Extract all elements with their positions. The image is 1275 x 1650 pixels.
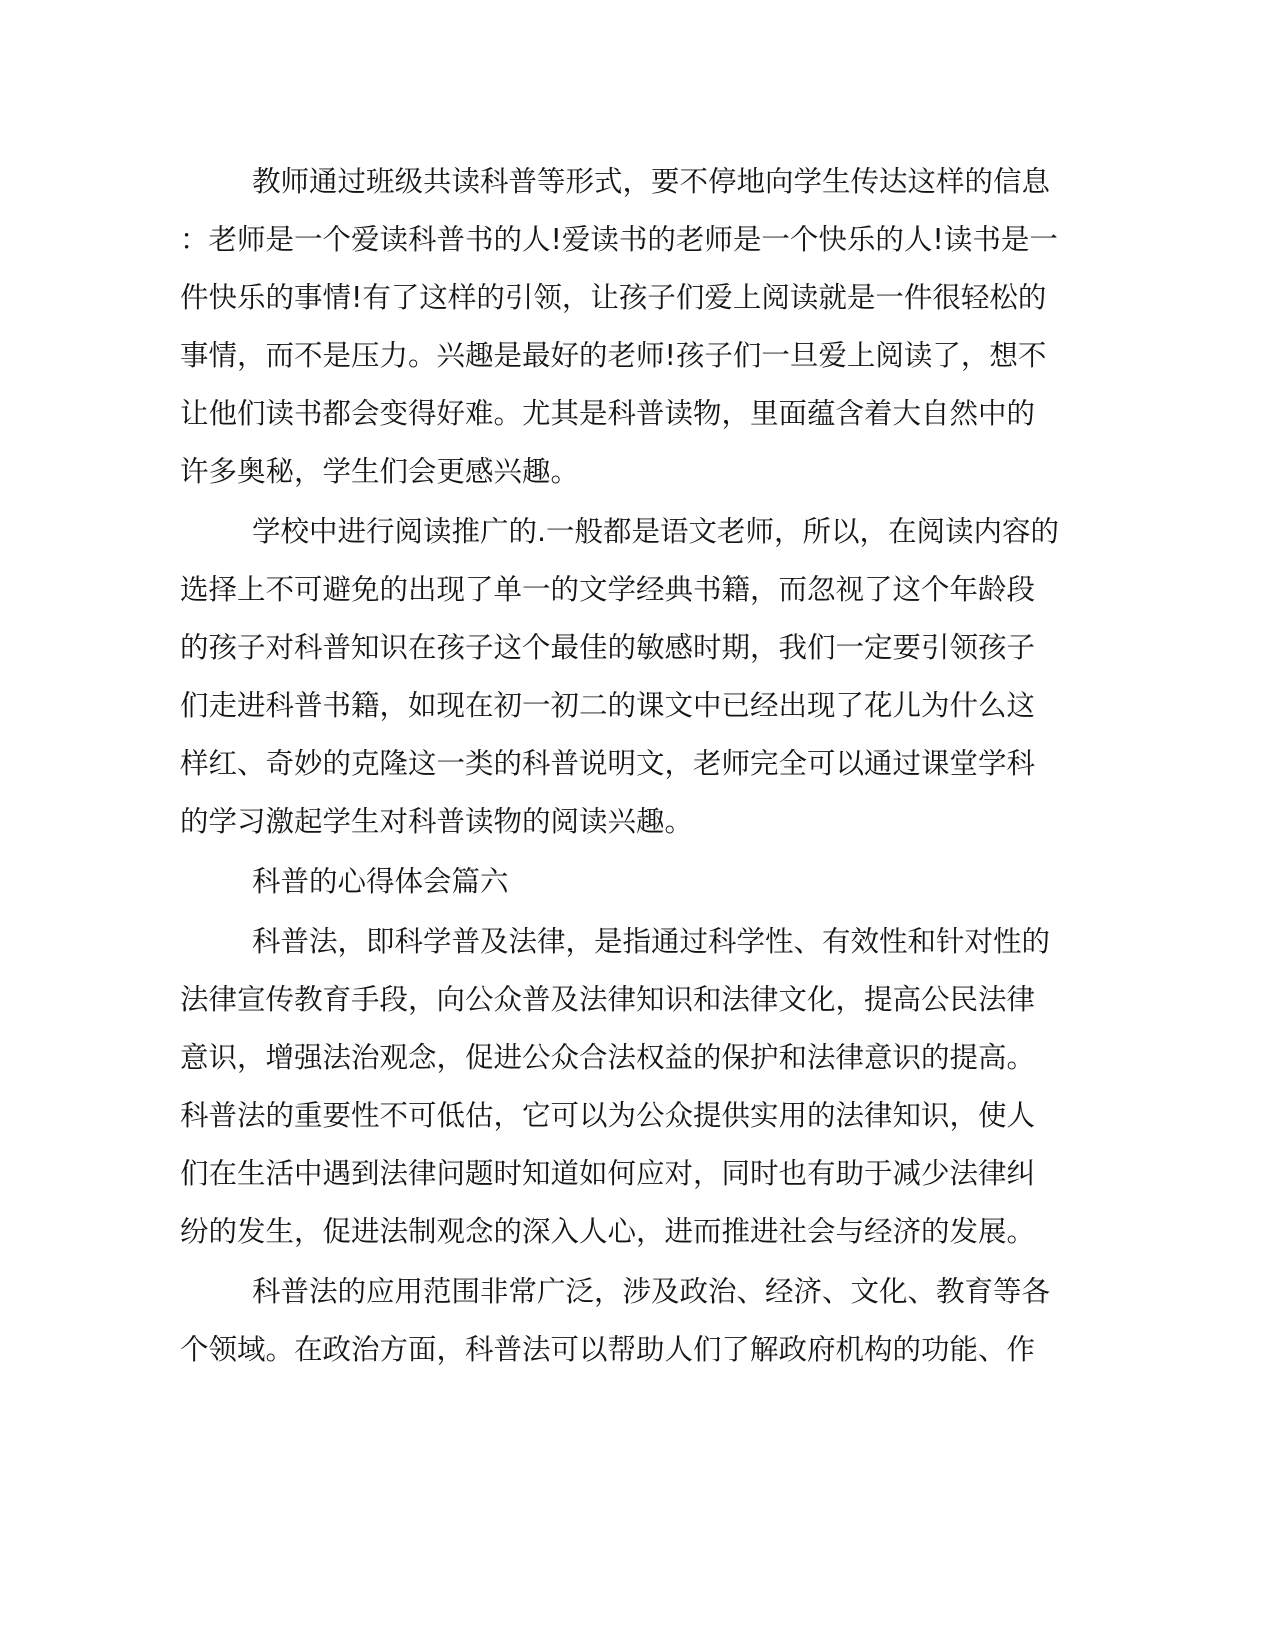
- paragraph-3-line-6: 纷的发生，促进法制观念的深入人心，进而推进社会与经济的发展。: [180, 1215, 1036, 1248]
- paragraph-2-line-2: 选择上不可避免的出现了单一的文学经典书籍，而忽视了这个年龄段: [180, 573, 1036, 606]
- paragraph-2-line-4: 们走进科普书籍，如现在初一初二的课文中已经出现了花儿为什么这: [180, 689, 1036, 722]
- paragraph-2-line-1: 学校中进行阅读推广的.一般都是语文老师，所以，在阅读内容的: [252, 515, 1060, 548]
- paragraph-1-line-6: 许多奥秘，学生们会更感兴趣。: [180, 455, 580, 488]
- paragraph-1-line-5: 让他们读书都会变得好难。尤其是科普读物，里面蕴含着大自然中的: [180, 397, 1036, 430]
- paragraph-2-line-5: 样红、奇妙的克隆这一类的科普说明文，老师完全可以通过课堂学科: [180, 747, 1036, 780]
- paragraph-4-line-2: 个领域。在政治方面，科普法可以帮助人们了解政府机构的功能、作: [180, 1333, 1036, 1366]
- paragraph-1-line-1: 教师通过班级共读科普等形式，要不停地向学生传达这样的信息: [252, 165, 1051, 198]
- paragraph-2-line-6: 的学习激起学生对科普读物的阅读兴趣。: [180, 805, 694, 838]
- paragraph-1-line-3: 件快乐的事情!有了这样的引领，让孩子们爱上阅读就是一件很轻松的: [180, 281, 1047, 314]
- paragraph-3-line-2: 法律宣传教育手段，向公众普及法律知识和法律文化，提高公民法律: [180, 983, 1036, 1016]
- paragraph-3-line-3: 意识，增强法治观念，促进公众合法权益的保护和法律意识的提高。: [180, 1041, 1036, 1074]
- paragraph-2-line-3: 的孩子对科普知识在孩子这个最佳的敏感时期，我们一定要引领孩子: [180, 631, 1036, 664]
- paragraph-3-line-1: 科普法，即科学普及法律，是指通过科学性、有效性和针对性的: [252, 925, 1051, 958]
- paragraph-1-line-2: ：老师是一个爱读科普书的人!爱读书的老师是一个快乐的人!读书是一: [180, 223, 1058, 256]
- paragraph-3-line-4: 科普法的重要性不可低估，它可以为公众提供实用的法律知识，使人: [180, 1099, 1036, 1132]
- paragraph-3-line-5: 们在生活中遇到法律问题时知道如何应对，同时也有助于减少法律纠: [180, 1157, 1036, 1190]
- paragraph-1-line-4: 事情，而不是压力。兴趣是最好的老师!孩子们一旦爱上阅读了，想不: [180, 339, 1047, 372]
- paragraph-4-line-1: 科普法的应用范围非常广泛，涉及政治、经济、文化、教育等各: [252, 1275, 1051, 1308]
- section-heading: 科普的心得体会篇六: [252, 865, 509, 898]
